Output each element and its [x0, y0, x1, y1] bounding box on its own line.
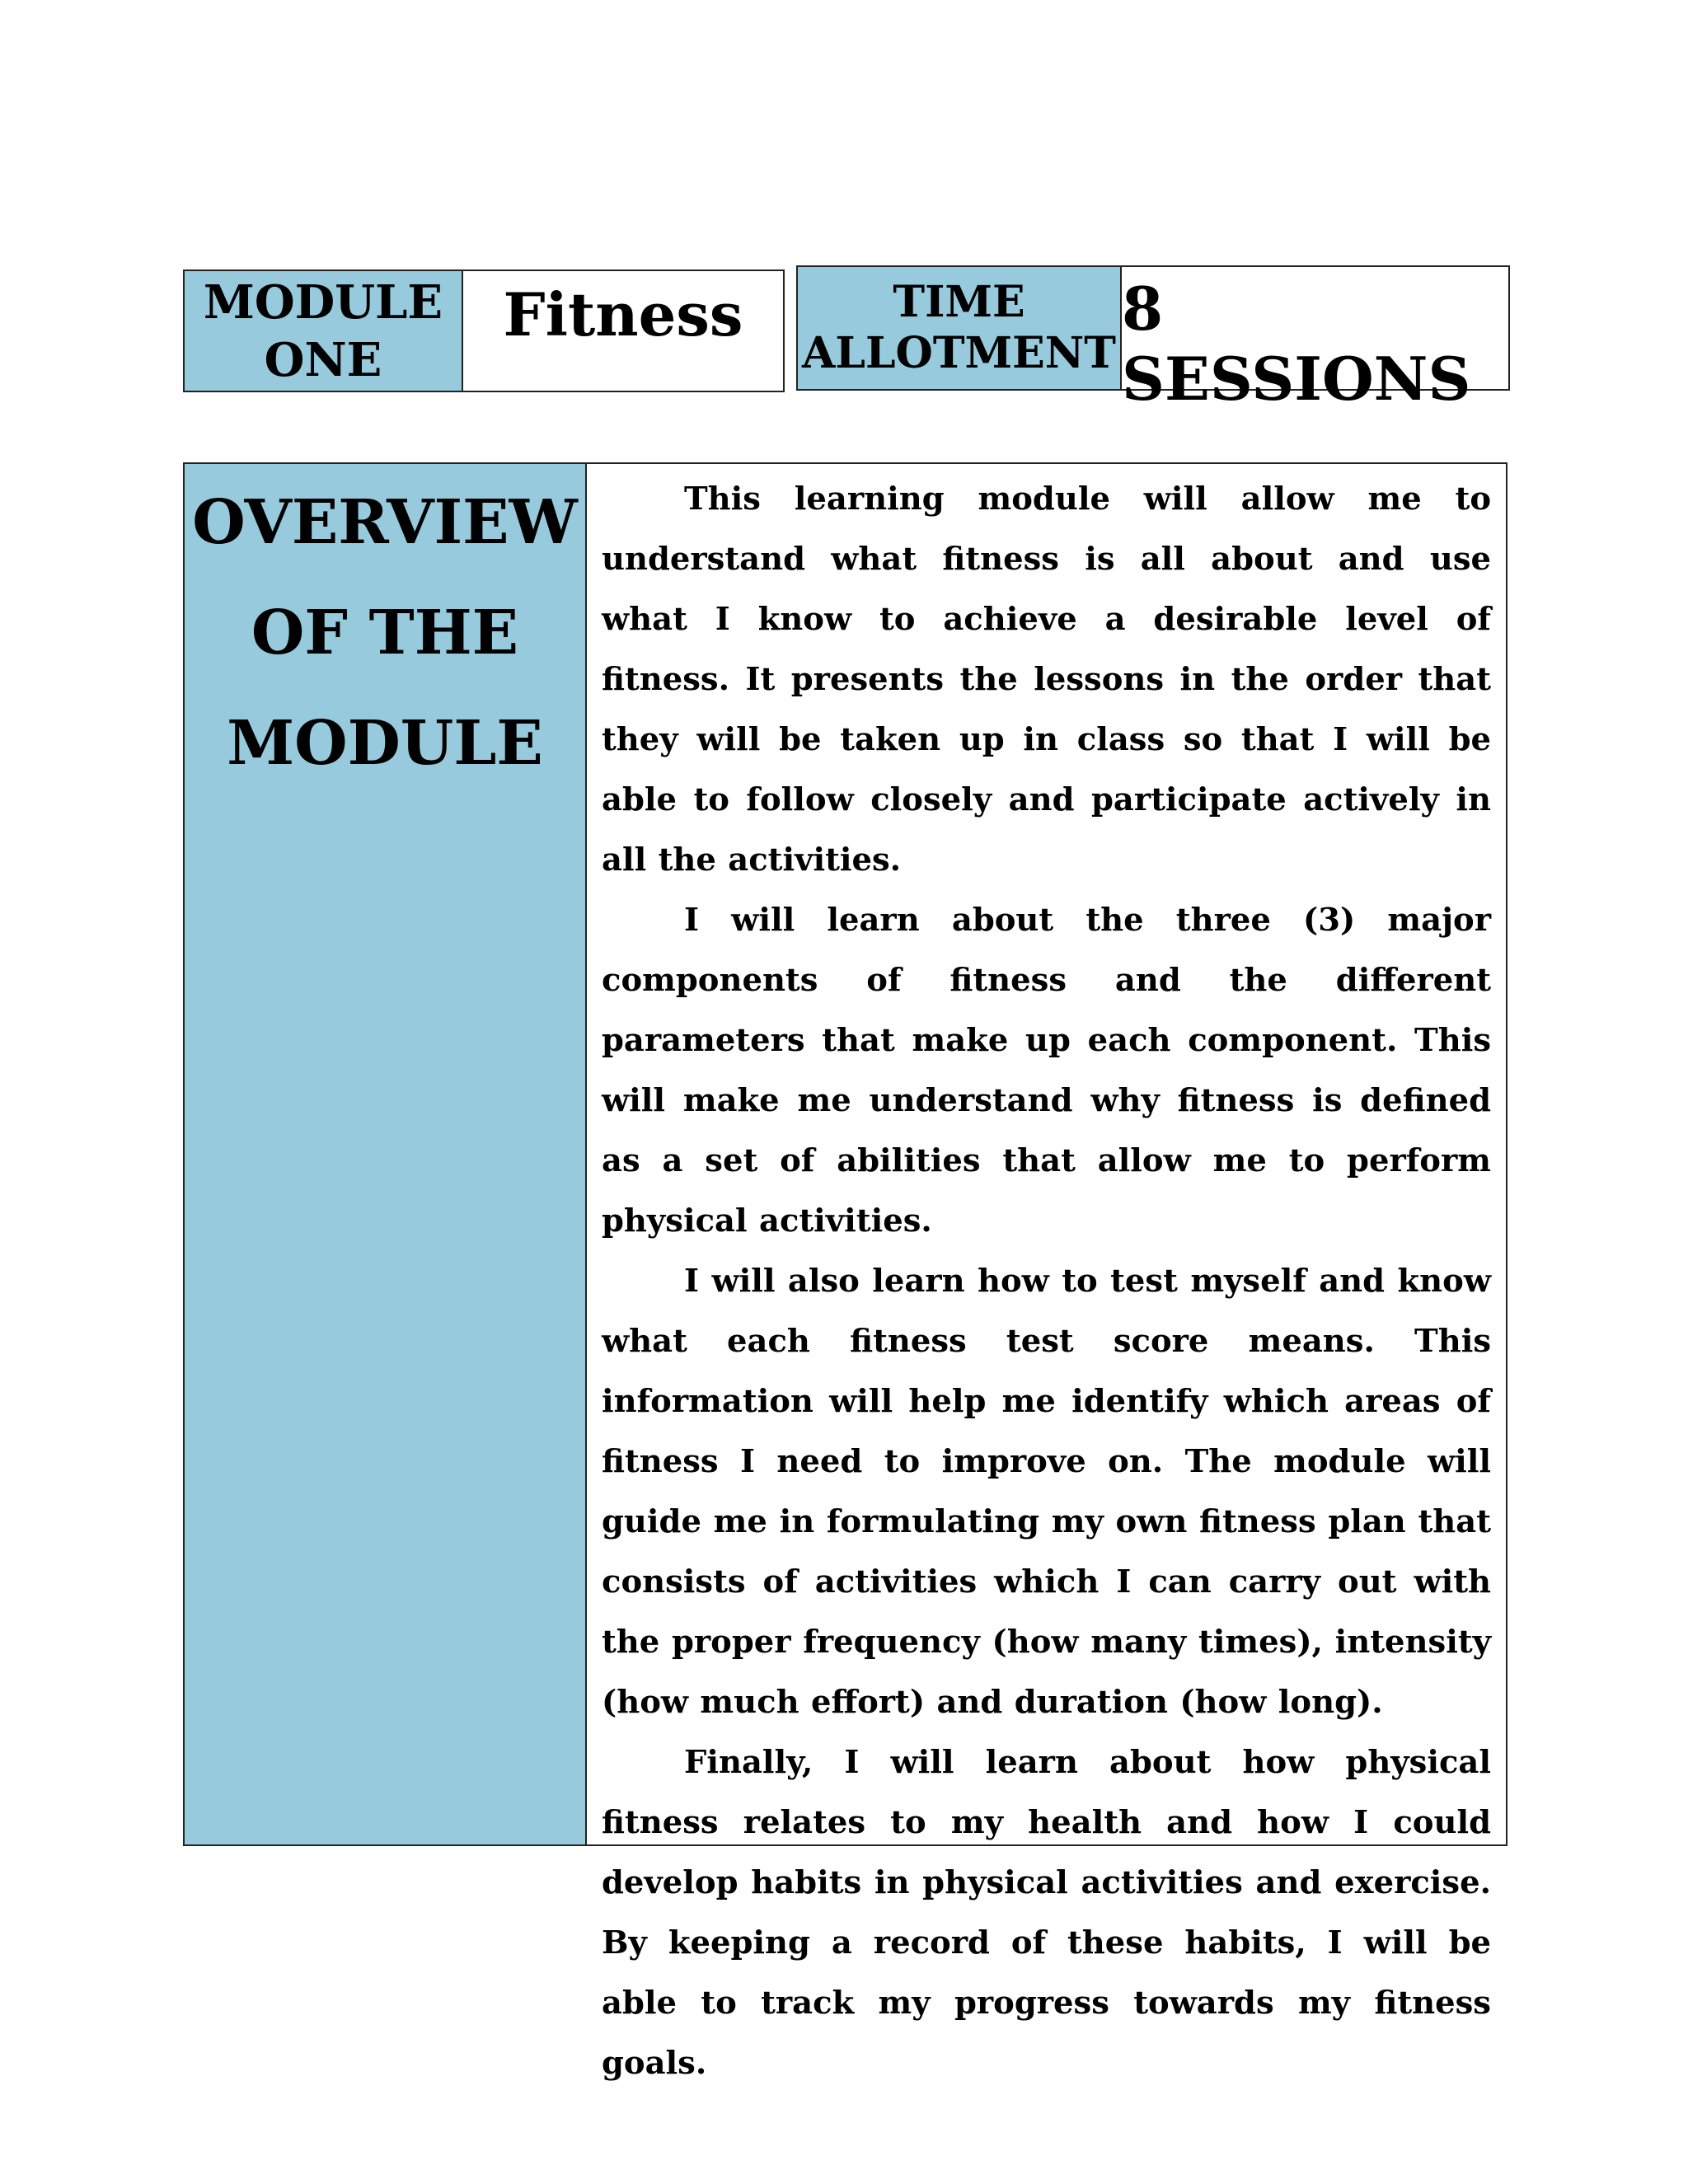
overview-paragraph: I will also learn how to test myself and know what each fitness test score means. This information will help me identify which areas of fitness I need to improve on. The module will guide me in formulating my own fitness plan that consists of activities which I can carry out with the proper frequency (how many times), intensity (how much effort) and duration (how long).: [602, 1263, 1491, 1721]
time-allotment-box: [796, 265, 1510, 414]
overview-paragraph: I will learn about the three (3) major components of fitness and the different parameters that make up each component. This will make me understand why fitness is defined as a set of abilities that allow me to perform physical activities.: [602, 902, 1491, 1240]
module-title-cell: [463, 271, 783, 391]
overview-paragraph: Finally, I will learn about how physical fitness relates to my health and how I could develop habits in physical activities and exercise. By keeping a record of these habits, I will be able to track my progress towards my fitness goals.: [602, 1744, 1491, 2082]
overview-table: [183, 462, 1507, 2082]
time-value-cell: [1122, 267, 1508, 414]
overview-label-line: OF THE: [251, 598, 519, 668]
time-label-line2: ALLOTMENT: [802, 328, 1116, 378]
module-label-cell: [185, 271, 463, 391]
time-value: 8 SESSIONS: [1122, 274, 1471, 414]
module-label-line2: ONE: [264, 332, 382, 387]
overview-label-line: MODULE: [227, 708, 543, 779]
overview-text-column: [587, 464, 1506, 2082]
module-header-box: [183, 269, 785, 392]
overview-paragraph: This learning module will allow me to understand what fitness is all about and use what I know to achieve a desirable level of fitness. It presents the lessons in the order that they will be taken up in class so that I will be able to follow closely and participate actively in all the activities.: [602, 480, 1491, 879]
time-label-line1: TIME: [893, 277, 1025, 327]
overview-label-line: OVERVIEW: [192, 487, 578, 558]
module-label-line1: MODULE: [203, 274, 443, 330]
module-title: Fitness: [503, 279, 743, 349]
time-label-cell: [798, 267, 1122, 389]
overview-label-column: [185, 464, 587, 1844]
